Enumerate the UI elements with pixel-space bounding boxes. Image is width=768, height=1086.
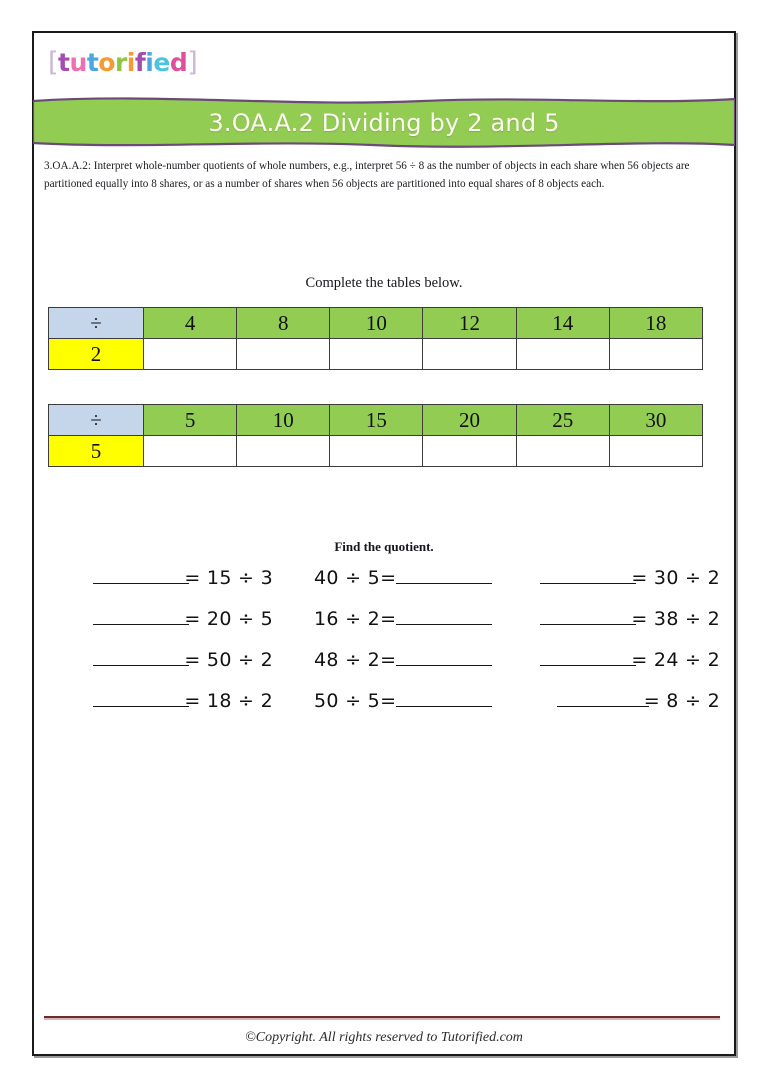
- answer-blank[interactable]: [396, 692, 492, 707]
- problem-item: [42, 690, 282, 712]
- problem-row: [42, 649, 728, 690]
- dividend-cell: 14: [516, 308, 609, 339]
- problem-expression: 40 ÷ 5=: [314, 567, 397, 589]
- answer-blank[interactable]: [93, 692, 189, 707]
- tutorified-logo: [48, 47, 197, 78]
- quotient-problems: [42, 567, 728, 731]
- problem-expression: = 20 ÷ 5: [184, 608, 273, 630]
- division-table-1: [48, 307, 703, 370]
- worksheet-sheet: [32, 31, 736, 1056]
- answer-blank[interactable]: [396, 610, 492, 625]
- answer-blank[interactable]: [557, 692, 649, 707]
- logo-letter: f: [134, 48, 146, 77]
- dividend-cell: 10: [330, 308, 423, 339]
- logo-letter: u: [69, 48, 87, 77]
- answer-cell[interactable]: [237, 339, 330, 370]
- dividend-cell: 30: [609, 405, 702, 436]
- problem-expression: = 24 ÷ 2: [631, 649, 720, 671]
- problem-expression: 50 ÷ 5=: [314, 690, 397, 712]
- problem-item: [282, 690, 492, 712]
- quotient-instruction: Find the quotient.: [334, 539, 434, 554]
- logo-letter: i: [145, 48, 154, 77]
- answer-cell[interactable]: [144, 436, 237, 467]
- division-table-2-wrap: [48, 404, 703, 467]
- division-table-1-wrap: [48, 307, 703, 370]
- problem-expression: = 38 ÷ 2: [631, 608, 720, 630]
- dividend-cell: 10: [237, 405, 330, 436]
- answer-cell[interactable]: [330, 339, 423, 370]
- problem-row: [42, 608, 728, 649]
- problem-item: [42, 608, 282, 630]
- problem-expression: = 50 ÷ 2: [184, 649, 273, 671]
- divisor-cell: 5: [49, 436, 144, 467]
- problem-expression: = 18 ÷ 2: [184, 690, 273, 712]
- dividend-cell: 12: [423, 308, 516, 339]
- answer-blank[interactable]: [396, 651, 492, 666]
- problem-expression: = 15 ÷ 3: [184, 567, 273, 589]
- dividend-cell: 4: [144, 308, 237, 339]
- logo-letter: t: [86, 48, 99, 77]
- logo-bracket-right: ]: [187, 47, 198, 78]
- problem-row: [42, 567, 728, 608]
- problem-expression: = 8 ÷ 2: [643, 690, 720, 712]
- logo-bracket-left: [: [48, 47, 59, 78]
- logo-letter: i: [126, 48, 135, 77]
- answer-cell[interactable]: [237, 436, 330, 467]
- problem-item: [282, 649, 492, 671]
- problem-row: [42, 690, 728, 731]
- dividend-cell: 25: [516, 405, 609, 436]
- header-logo-area: [34, 33, 734, 95]
- problem-item: [42, 649, 282, 671]
- answer-blank[interactable]: [93, 569, 189, 584]
- answer-cell[interactable]: [423, 436, 516, 467]
- divide-symbol-cell: ÷: [49, 405, 144, 436]
- dividend-cell: 20: [423, 405, 516, 436]
- dividend-cell: 18: [609, 308, 702, 339]
- answer-cell[interactable]: [516, 339, 609, 370]
- problem-expression: = 30 ÷ 2: [631, 567, 720, 589]
- division-table-2: [48, 404, 703, 467]
- logo-letter: r: [114, 48, 127, 77]
- standard-description: 3.OA.A.2: Interpret whole-number quotients of whole numbers, e.g., interpret 56 ÷ 8 as the number of objects in each share when 56 objects are partitioned equally into 8 shares, or as a number of shares when 56 objects are partitioned into equal shares of 8 objects each.: [44, 160, 690, 191]
- footer-divider: [44, 1016, 720, 1020]
- problem-item: [282, 608, 492, 630]
- dividend-cell: 5: [144, 405, 237, 436]
- problem-item: [492, 567, 728, 589]
- logo-letter: d: [169, 48, 188, 77]
- answer-blank[interactable]: [540, 610, 636, 625]
- logo-letter: o: [98, 48, 115, 77]
- problem-item: [492, 690, 728, 712]
- table-row-header: [49, 308, 703, 339]
- dividend-cell: 15: [330, 405, 423, 436]
- tables-instruction: Complete the tables below.: [305, 275, 463, 291]
- answer-blank[interactable]: [540, 569, 636, 584]
- answer-blank[interactable]: [93, 610, 189, 625]
- copyright-notice: ©Copyright. All rights reserved to Tutorified.com: [245, 1030, 523, 1045]
- divisor-cell: 2: [49, 339, 144, 370]
- logo-letter: t: [58, 48, 70, 77]
- worksheet-title: 3.OA.A.2 Dividing by 2 and 5: [208, 109, 560, 137]
- answer-blank[interactable]: [540, 651, 636, 666]
- answer-blank[interactable]: [396, 569, 492, 584]
- table-row-answers: [49, 339, 703, 370]
- problem-expression: 16 ÷ 2=: [314, 608, 397, 630]
- answer-cell[interactable]: [144, 339, 237, 370]
- problem-item: [492, 649, 728, 671]
- answer-cell[interactable]: [609, 339, 702, 370]
- problem-item: [492, 608, 728, 630]
- answer-cell[interactable]: [330, 436, 423, 467]
- logo-letter: e: [153, 48, 170, 77]
- problem-item: [42, 567, 282, 589]
- answer-blank[interactable]: [93, 651, 189, 666]
- problem-expression: 48 ÷ 2=: [314, 649, 397, 671]
- table-row-answers: [49, 436, 703, 467]
- problem-item: [282, 567, 492, 589]
- dividend-cell: 8: [237, 308, 330, 339]
- answer-cell[interactable]: [423, 339, 516, 370]
- title-banner: [33, 95, 735, 151]
- divide-symbol-cell: ÷: [49, 308, 144, 339]
- answer-cell[interactable]: [609, 436, 702, 467]
- table-row-header: [49, 405, 703, 436]
- answer-cell[interactable]: [516, 436, 609, 467]
